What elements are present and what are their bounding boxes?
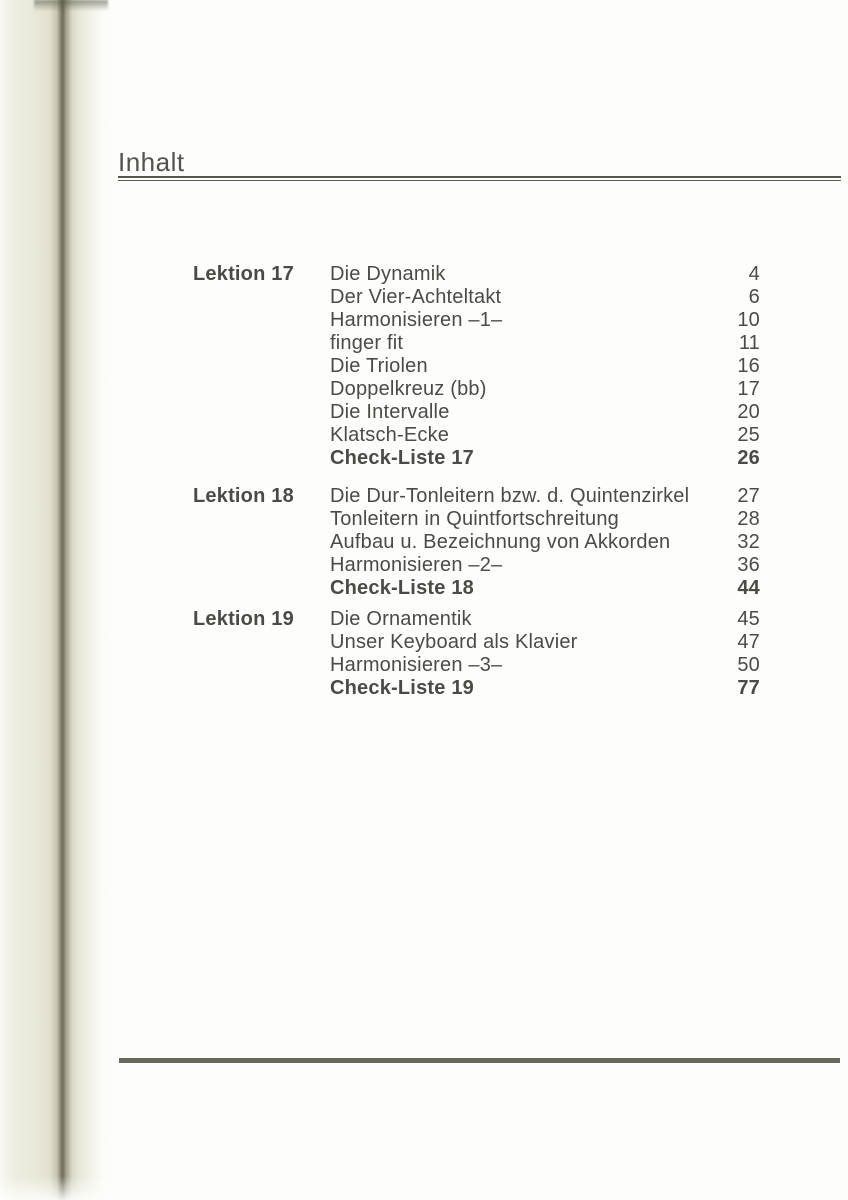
entry-page-number: 17 (737, 378, 760, 400)
entry-page-number: 4 (748, 263, 760, 285)
toc-row (330, 508, 760, 531)
entry-page-number: 11 (738, 332, 760, 354)
toc-row (330, 577, 760, 600)
toc-row (330, 378, 760, 401)
entry-page-number: 20 (737, 401, 760, 423)
toc-row (330, 401, 760, 424)
entry-title: Doppelkreuz (bb) (330, 378, 487, 400)
entry-page-number: 36 (737, 554, 760, 576)
toc-row (330, 485, 760, 508)
lesson-label: Lektion 17 (193, 263, 294, 285)
entry-title: Harmonisieren –1– (330, 309, 503, 331)
toc-section (193, 608, 760, 700)
entry-page-number: 47 (737, 631, 760, 653)
entry-title: Check-Liste 18 (330, 577, 474, 599)
entry-title: Check-Liste 17 (330, 447, 474, 469)
entry-title: Die Intervalle (330, 401, 450, 423)
entry-title: Die Dur-Tonleitern bzw. d. Quintenzirkel (330, 485, 690, 507)
toc-row (330, 608, 760, 631)
toc-row (330, 309, 760, 332)
toc-row (330, 263, 760, 286)
toc-section (193, 263, 760, 470)
entry-title: Klatsch-Ecke (330, 424, 450, 446)
entry-title: Der Vier-Achteltakt (330, 286, 502, 308)
entry-page-number: 6 (748, 286, 760, 308)
entry-title: Aufbau u. Bezeichnung von Akkorden (330, 531, 671, 553)
entry-title: Die Triolen (330, 355, 428, 377)
entry-page-number: 10 (737, 309, 760, 331)
entry-title: finger fit (330, 332, 404, 354)
entry-page-number: 45 (737, 608, 760, 630)
entry-page-number: 28 (737, 508, 760, 530)
entry-page-number: 77 (737, 677, 760, 699)
entry-title: Die Ornamentik (330, 608, 472, 630)
book-spine-gutter (0, 0, 112, 1200)
toc-row (330, 355, 760, 378)
spine-top-shadow (34, 0, 108, 11)
toc-row (330, 631, 760, 654)
entry-title: Die Dynamik (330, 263, 446, 285)
entry-page-number: 16 (737, 355, 760, 377)
toc-row (330, 677, 760, 700)
entry-title: Harmonisieren –2– (330, 554, 503, 576)
spine-bottom-fade (0, 1176, 112, 1200)
toc-row (330, 286, 760, 309)
toc-row (330, 332, 760, 355)
toc-row (330, 654, 760, 677)
lesson-label: Lektion 18 (193, 485, 294, 507)
entry-title: Unser Keyboard als Klavier (330, 631, 578, 653)
entry-page-number: 27 (737, 485, 760, 507)
toc (193, 263, 760, 700)
entry-title: Check-Liste 19 (330, 677, 474, 699)
entry-page-number: 44 (737, 577, 760, 599)
toc-row (330, 531, 760, 554)
entry-page-number: 32 (737, 531, 760, 553)
toc-section (193, 485, 760, 600)
entry-page-number: 25 (737, 424, 760, 446)
toc-row (330, 447, 760, 470)
entry-title: Tonleitern in Quintfortschreitung (330, 508, 619, 530)
lesson-label: Lektion 19 (193, 608, 294, 630)
title-underline-rule (118, 176, 841, 181)
toc-row (330, 424, 760, 447)
entry-page-number: 50 (737, 654, 760, 676)
toc-row (330, 554, 760, 577)
page-title: Inhalt (118, 147, 185, 177)
entry-title: Harmonisieren –3– (330, 654, 503, 676)
bottom-rule (119, 1058, 840, 1063)
entry-page-number: 26 (737, 447, 760, 469)
